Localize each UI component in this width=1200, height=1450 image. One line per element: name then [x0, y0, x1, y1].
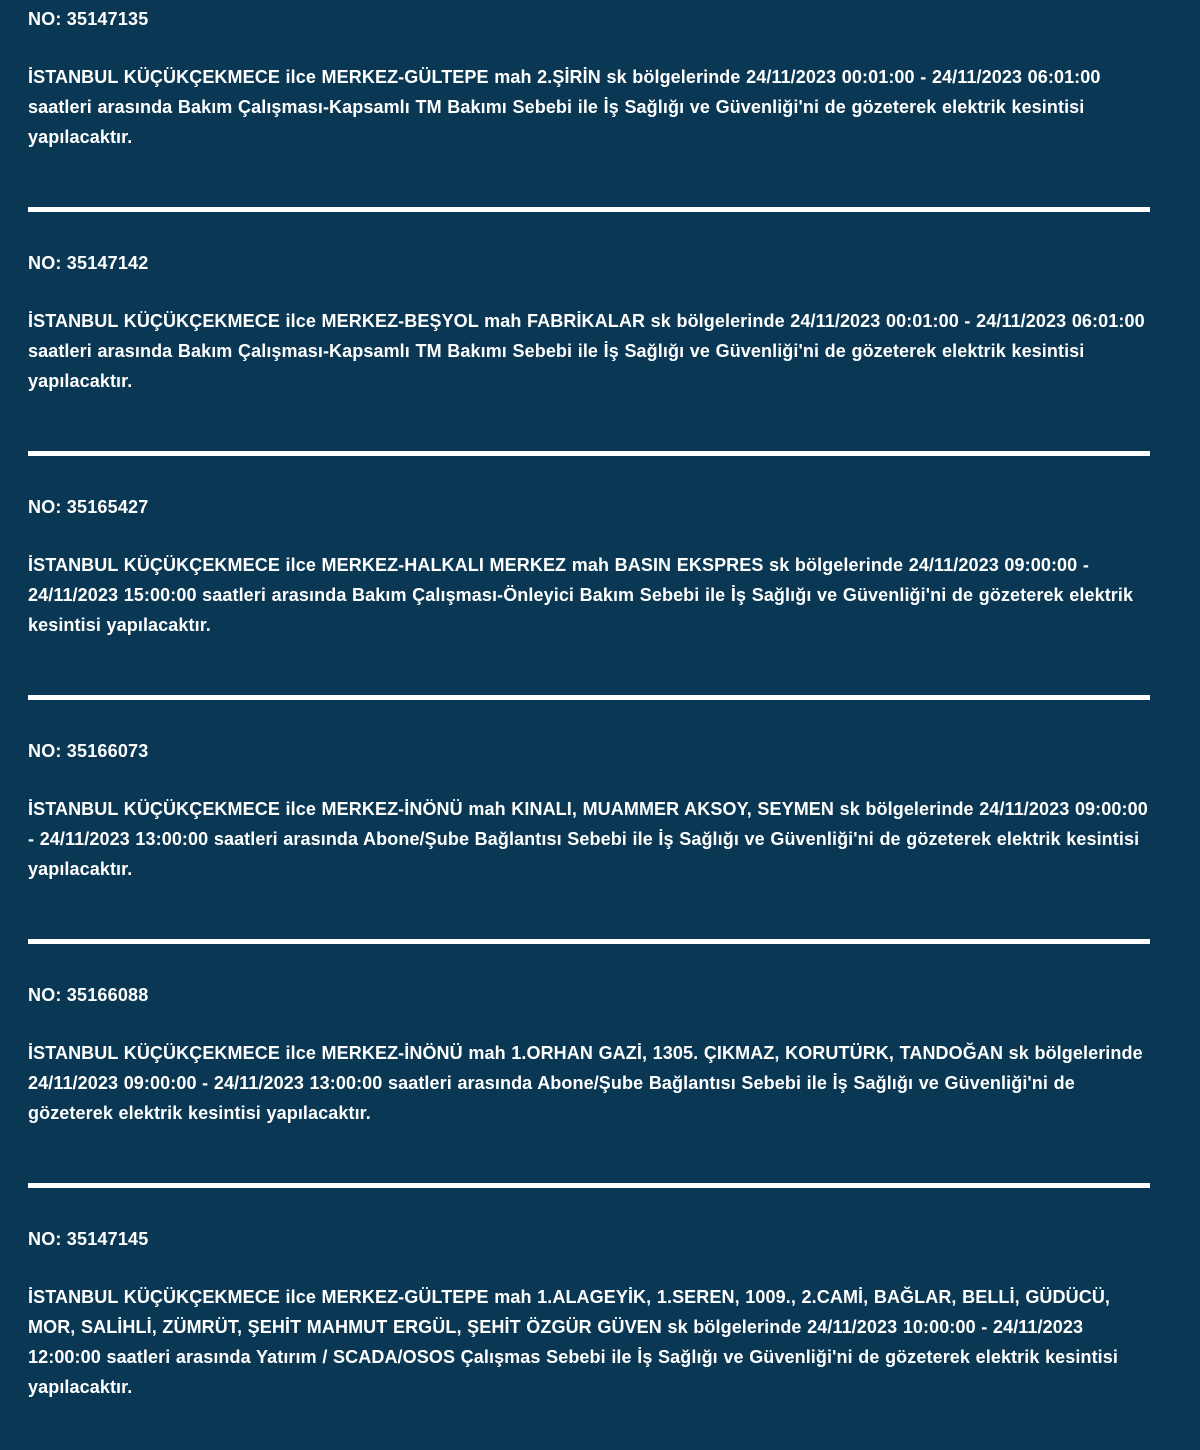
announcement-text: İSTANBUL KÜÇÜKÇEKMECE ilce MERKEZ-GÜLTEPE mah 2.ŞİRİN sk bölgelerinde 24/11/2023 00:01:00 - 24/11/2023 06:01:00 saatleri arasında Bakım Çalışması-Kapsamlı TM Bakımı Sebebi ile İş Sağlığı ve Güvenliği'ni de gözeterek elektrik kesintisi yapılacaktır.: [28, 67, 1101, 147]
announcement-number: NO: 35166088: [28, 985, 149, 1005]
announcement-number: NO: 35147142: [28, 253, 149, 273]
announcement-section: [28, 248, 1150, 456]
announcement-section: [28, 4, 1150, 212]
announcement-list: [28, 4, 1150, 1402]
announcement-number: NO: 35166073: [28, 741, 149, 761]
announcement-section: [28, 980, 1150, 1188]
announcement-section: [28, 736, 1150, 944]
announcement-number: NO: 35165427: [28, 497, 149, 517]
section-divider: [28, 207, 1150, 212]
announcement-number: NO: 35147135: [28, 9, 149, 29]
announcement-text: İSTANBUL KÜÇÜKÇEKMECE ilce MERKEZ-BEŞYOL mah FABRİKALAR sk bölgelerinde 24/11/2023 00:01:00 - 24/11/2023 06:01:00 saatleri arasında Bakım Çalışması-Kapsamlı TM Bakımı Sebebi ile İş Sağlığı ve Güvenliği'ni de gözeterek elektrik kesintisi yapılacaktır.: [28, 311, 1145, 391]
announcement-section: [28, 492, 1150, 700]
section-divider: [28, 939, 1150, 944]
announcement-number: NO: 35147145: [28, 1229, 149, 1249]
section-divider: [28, 695, 1150, 700]
section-divider: [28, 451, 1150, 456]
announcement-text: İSTANBUL KÜÇÜKÇEKMECE ilce MERKEZ-İNÖNÜ mah KINALI, MUAMMER AKSOY, SEYMEN sk bölgelerinde 24/11/2023 09:00:00 - 24/11/2023 13:00:00 saatleri arasında Abone/Şube Bağlantısı Sebebi ile İş Sağlığı ve Güvenliği'ni de gözeterek elektrik kesintisi yapılacaktır.: [28, 799, 1148, 879]
announcement-text: İSTANBUL KÜÇÜKÇEKMECE ilce MERKEZ-HALKALI MERKEZ mah BASIN EKSPRES sk bölgelerinde 24/11/2023 09:00:00 - 24/11/2023 15:00:00 saatleri arasında Bakım Çalışması-Önleyici Bakım Sebebi ile İş Sağlığı ve Güvenliği'ni de gözeterek elektrik kesintisi yapılacaktır.: [28, 555, 1134, 635]
announcement-text: İSTANBUL KÜÇÜKÇEKMECE ilce MERKEZ-İNÖNÜ mah 1.ORHAN GAZİ, 1305. ÇIKMAZ, KORUTÜRK, TANDOĞAN sk bölgelerinde 24/11/2023 09:00:00 - 24/11/2023 13:00:00 saatleri arasında Abone/Şube Bağlantısı Sebebi ile İş Sağlığı ve Güvenliği'ni de gözeterek elektrik kesintisi yapılacaktır.: [28, 1043, 1143, 1123]
announcement-section: [28, 1224, 1150, 1402]
announcement-text: İSTANBUL KÜÇÜKÇEKMECE ilce MERKEZ-GÜLTEPE mah 1.ALAGEYİK, 1.SEREN, 1009., 2.CAMİ, BAĞLAR, BELLİ, GÜDÜCÜ, MOR, SALİHLİ, ZÜMRÜT, ŞEHİT MAHMUT ERGÜL, ŞEHİT ÖZGÜR GÜVEN sk bölgelerinde 24/11/2023 10:00:00 - 24/11/2023 12:00:00 saatleri arasında Yatırım / SCADA/OSOS Çalışmas Sebebi ile İş Sağlığı ve Güvenliği'ni de gözeterek elektrik kesintisi yapılacaktır.: [28, 1287, 1118, 1397]
section-divider: [28, 1183, 1150, 1188]
